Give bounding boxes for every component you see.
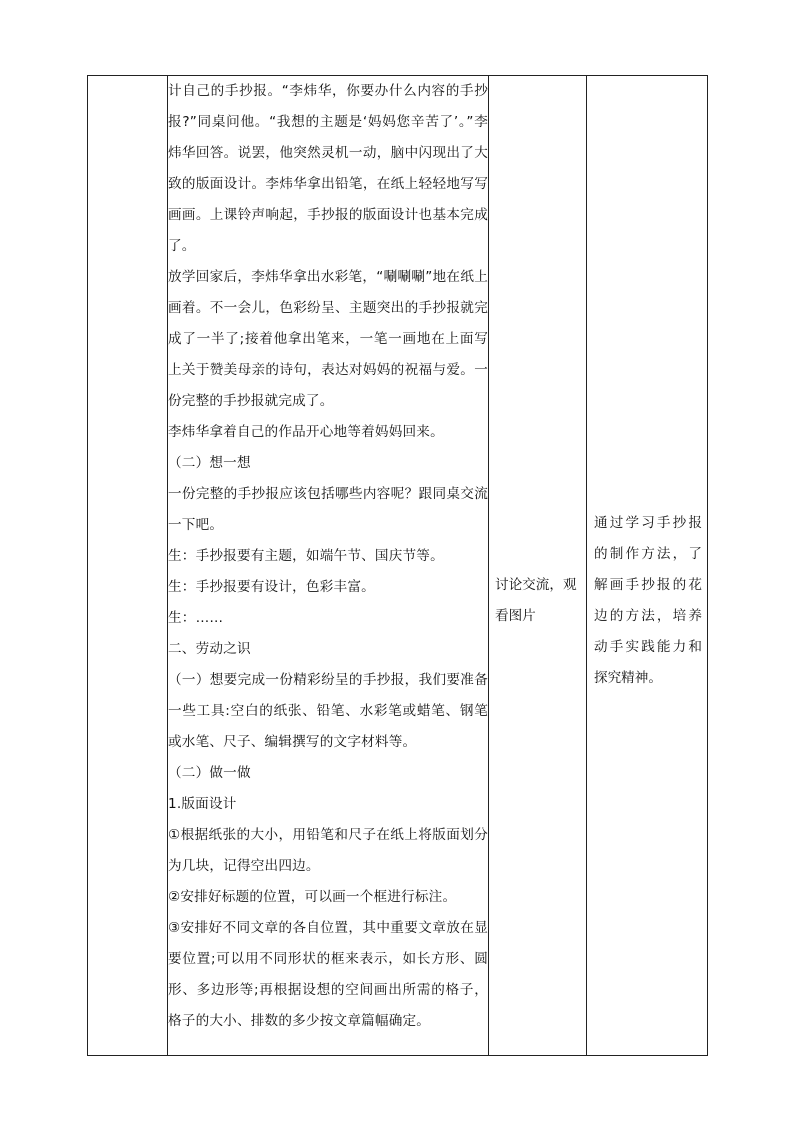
activity-text: 讨论交流，观看图片 <box>495 576 577 624</box>
student-answer: 生：手抄报要有设计，色彩丰富。 <box>168 579 375 595</box>
step-item: ②安排好标题的位置，可以画一个框进行标注。 <box>168 889 457 905</box>
step-item: ③安排好不同文章的各自位置，其中重要文章放在显要位置;可以用不同形状的框来表示，如长方形、圆形、多边形等;再根据设想的空间画出所需的格子，格子的大小、排数的多少按文章篇幅确定。 <box>168 920 488 1029</box>
paragraph: （一）想要完成一份精彩纷呈的手抄报，我们要准备一些工具:空白的纸张、铅笔、水彩笔或蜡笔、钢笔或水笔、尺子、编辑撰写的文字材料等。 <box>168 672 488 750</box>
student-answer: 生：手抄报要有主题，如端午节、国庆节等。 <box>168 548 444 564</box>
step-heading: 1.版面设计 <box>168 796 237 812</box>
paragraph: 一份完整的手抄报应该包括哪些内容呢？跟同桌交流一下吧。 <box>168 486 488 533</box>
intent-text: 通过学习手抄报的制作方法，了解画手抄报的花边的方法，培养动手实践能力和探究精神。 <box>594 514 702 686</box>
paragraph: 计自己的手抄报。“李炜华，你要办什么内容的手抄报?”同桌问他。“我想的主题是‘妈妈您辛苦了’。”李炜华回答。说罢，他突然灵机一动，脑中闪现出了大致的版面设计。李炜华拿出铅笔，在纸上轻轻地写写画画。上课铃声响起，手抄报的版面设计也基本完成了。 <box>168 83 488 254</box>
student-answer: 生：…… <box>168 610 224 626</box>
student-activity-cell <box>489 76 587 1056</box>
empty-cell <box>88 76 168 1056</box>
paragraph: 放学回家后，李炜华拿出水彩笔，“唰唰唰”地在纸上画着。不一会儿，色彩纷呈、主题突出的手抄报就完成了一半了;接着他拿出笔来，一笔一画地在上面写上关于赞美母亲的诗句，表达对妈妈的祝福与爱。一份完整的手抄报就完成了。 <box>168 269 488 409</box>
section-heading: 二、劳动之识 <box>168 641 251 657</box>
lesson-plan-table <box>87 75 708 1056</box>
section-heading: （二）想一想 <box>168 455 251 471</box>
teaching-process-cell <box>168 76 489 1056</box>
section-heading: （二）做一做 <box>168 765 251 781</box>
table-row <box>88 76 708 1056</box>
step-item: ①根据纸张的大小，用铅笔和尺子在纸上将版面划分为几块，记得空出四边。 <box>168 827 488 874</box>
paragraph: 李炜华拿着自己的作品开心地等着妈妈回来。 <box>168 424 444 440</box>
design-intent-cell <box>587 76 708 1056</box>
